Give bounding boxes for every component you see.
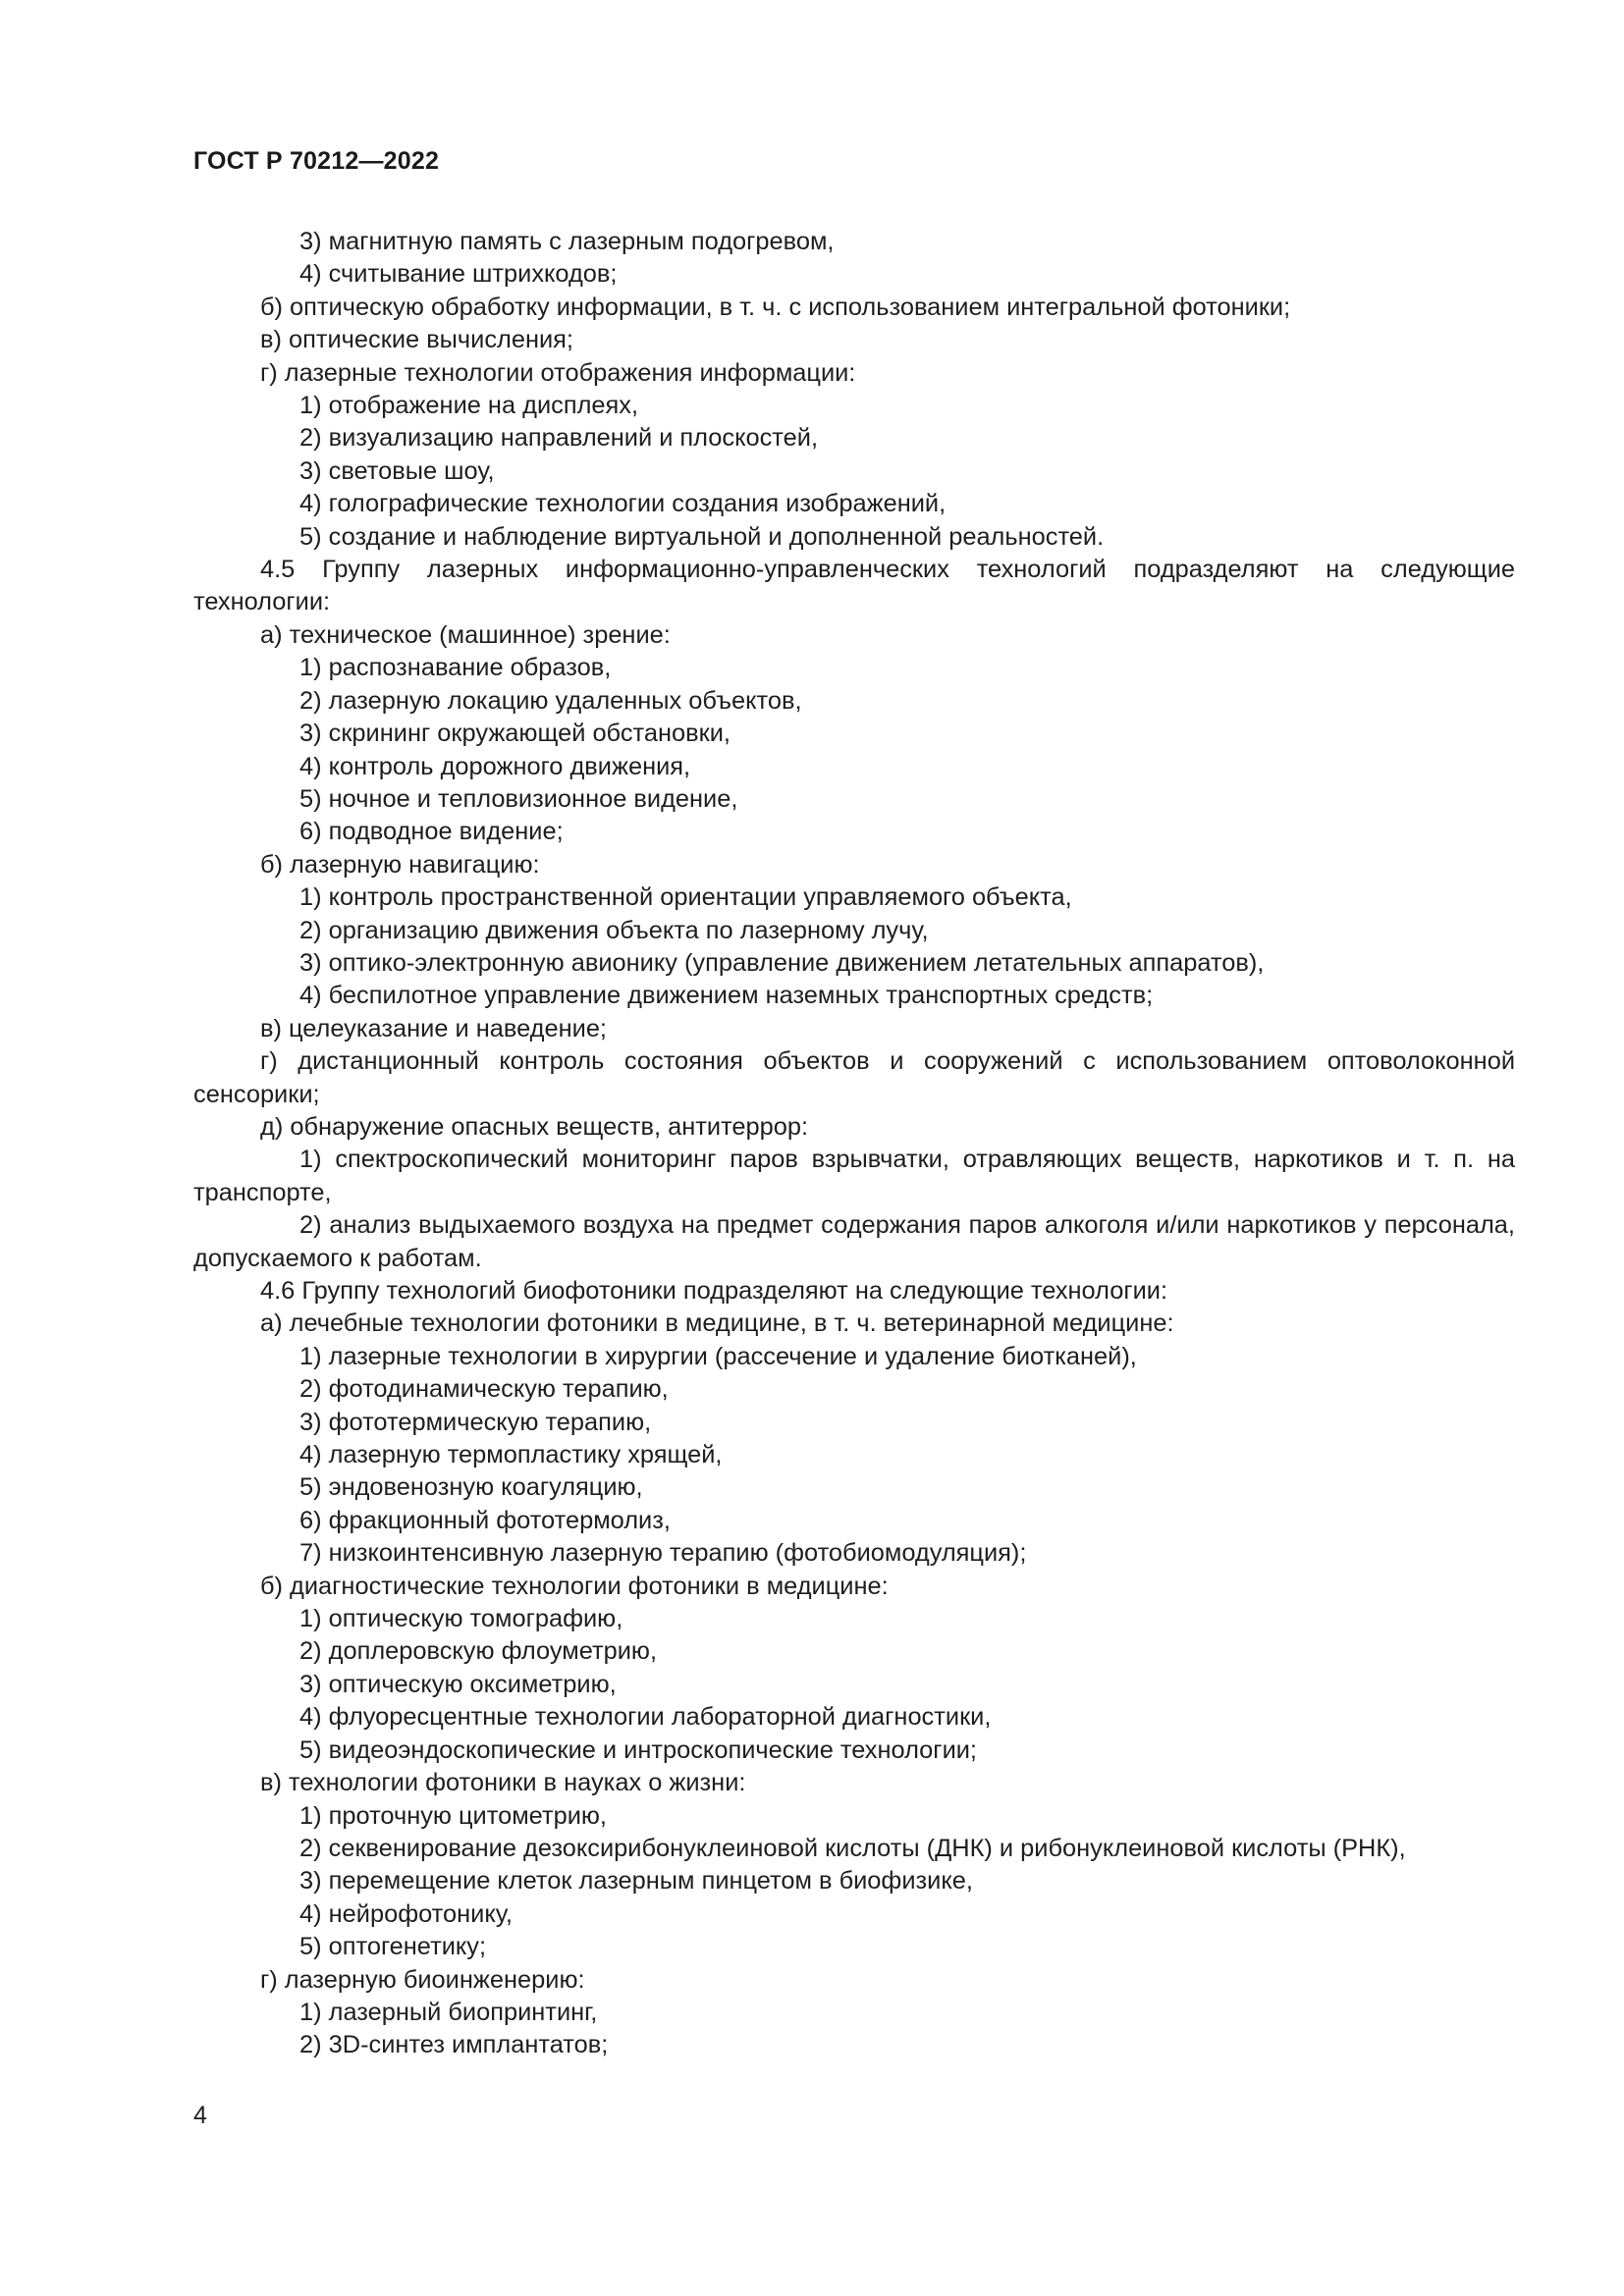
list-item: 2) визуализацию направлений и плоскостей, [299, 424, 819, 453]
list-item: 1) распознавание образов, [299, 654, 612, 682]
list-item: 3) фототермическую терапию, [299, 1408, 652, 1436]
list-item: 4) голографические технологии создания изображений, [299, 490, 947, 518]
list-item: 4) беспилотное управление движением наземных транспортных средств; [299, 982, 1154, 1010]
list-item: 2) 3D-синтез имплантатов; [299, 2031, 609, 2059]
list-item: 2) организацию движения объекта по лазерному лучу, [299, 916, 929, 944]
list-item: 1) лазерные технологии в хирургии (рассечение и удаление биотканей), [299, 1342, 1137, 1370]
list-item: 1) проточную цитометрию, [299, 1801, 607, 1830]
list-item: 1) контроль пространственной ориентации управляемого объекта, [299, 883, 1072, 912]
list-item: 4) лазерную термопластику хрящей, [299, 1441, 723, 1469]
list-item: а) лечебные технологии фотоники в медицине, в т. ч. ветеринарной медицине: [260, 1309, 1174, 1338]
list-item: 1) оптическую томографию, [299, 1605, 623, 1633]
list-item: д) обнаружение опасных веществ, антитеррор: [260, 1112, 809, 1141]
list-item: в) технологии фотоники в науках о жизни: [260, 1769, 746, 1797]
list-item: 3) скрининг окружающей обстановки, [299, 720, 731, 748]
list-item: б) диагностические технологии фотоники в медицине: [260, 1572, 889, 1600]
list-item: 7) низкоинтенсивную лазерную терапию (фотобиомодуляция); [299, 1539, 1027, 1568]
list-item: 4) контроль дорожного движения, [299, 752, 691, 780]
list-item: б) оптическую обработку информации, в т. ч. с использованием интегральной фотоники; [260, 293, 1291, 321]
list-item: 4) флуоресцентные технологии лабораторной диагностики, [299, 1703, 992, 1732]
list-item: 5) создание и наблюдение виртуальной и дополненной реальностей. [299, 522, 1105, 551]
list-item: 3) перемещение клеток лазерным пинцетом в биофизике, [299, 1867, 973, 1896]
page-number: 4 [193, 2102, 207, 2129]
list-item: в) целеуказание и наведение; [260, 1014, 607, 1042]
document-id-header: ГОСТ Р 70212—2022 [193, 147, 440, 175]
list-item: 3) оптико-электронную авионику (управление движением летательных аппаратов), [299, 948, 1265, 977]
paragraph: 1) спектроскопический мониторинг паров взрывчатки, отравляющих веществ, наркотиков и т. п. на транспорте, [193, 1146, 1515, 1206]
document-body [193, 226, 1515, 2062]
list-item: 2) доплеровскую флоуметрию, [299, 1637, 658, 1666]
list-item: 2) секвенирование дезоксирибонуклеиновой кислоты (ДНК) и рибонуклеиновой кислоты (РНК), [299, 1834, 1406, 1862]
paragraph: 4.5 Группу лазерных информационно-управленческих технологий подразделяют на следующие технологии: [193, 556, 1515, 616]
list-item: а) техническое (машинное) зрение: [260, 620, 671, 649]
list-item: 4) нейрофотонику, [299, 1899, 513, 1928]
list-item: 1) отображение на дисплеях, [299, 392, 639, 420]
list-item: б) лазерную навигацию: [260, 850, 540, 879]
list-item: в) оптические вычисления; [260, 326, 573, 354]
list-item: 3) оптическую оксиметрию, [299, 1670, 617, 1698]
list-item: 2) фотодинамическую терапию, [299, 1375, 669, 1404]
list-item: 5) видеоэндоскопические и интроскопические технологии; [299, 1735, 977, 1764]
list-item: 4.6 Группу технологий биофотоники подразделяют на следующие технологии: [260, 1277, 1168, 1305]
list-item: 4) считывание штрихкодов; [299, 260, 618, 289]
list-item: 6) фракционный фототермолиз, [299, 1506, 671, 1534]
list-item: 5) эндовенозную коагуляцию, [299, 1473, 643, 1502]
list-item: 1) лазерный биопринтинг, [299, 1998, 598, 2026]
list-item: 5) оптогенетику; [299, 1933, 487, 1961]
list-item: 2) лазерную локацию удаленных объектов, [299, 686, 802, 715]
list-item: 3) магнитную память с лазерным подогревом, [299, 228, 835, 255]
paragraph: 2) анализ выдыхаемого воздуха на предмет содержания паров алкоголя и/или наркотиков у персонала, допускаемого к работам. [193, 1211, 1515, 1272]
paragraph: г) дистанционный контроль состояния объектов и сооружений с использованием оптоволоконной сенсорики; [193, 1047, 1515, 1108]
list-item: г) лазерную биоинженерию: [260, 1965, 585, 1994]
list-item: г) лазерные технологии отображения информации: [260, 358, 856, 387]
list-item: 6) подводное видение; [299, 818, 564, 846]
list-item: 3) световые шоу, [299, 456, 495, 485]
list-item: 5) ночное и тепловизионное видение, [299, 784, 738, 813]
